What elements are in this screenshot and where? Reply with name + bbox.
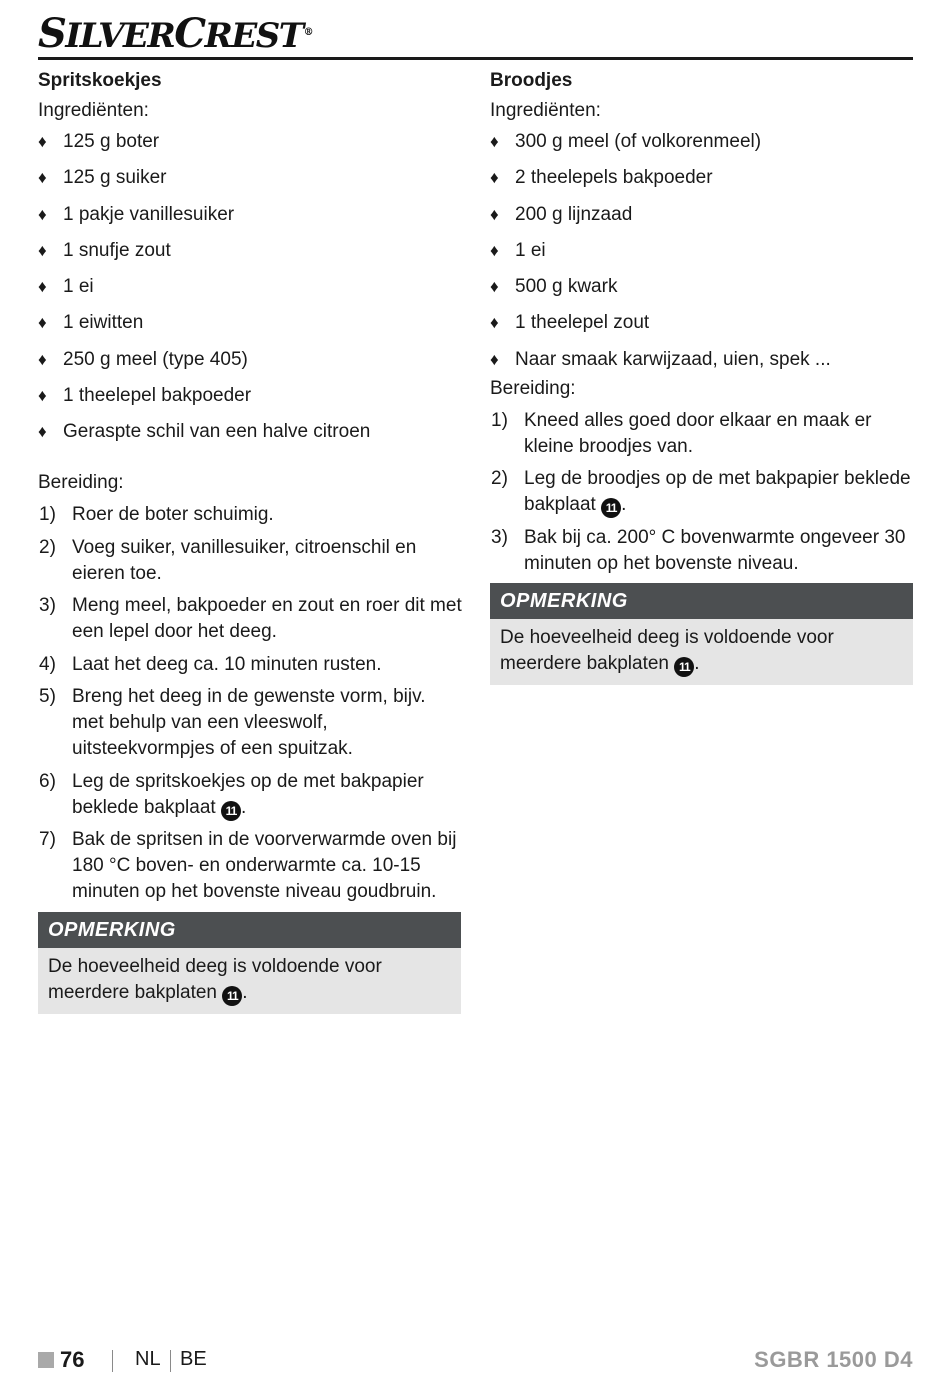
list-item: ♦ 500 g kwark (490, 276, 618, 298)
list-item: ♦ 1 pakje vanillesuiker (38, 203, 235, 225)
ingredients-label: Ingrediënten: (38, 100, 149, 121)
list-item: ♦ 1 ei (490, 239, 546, 261)
preparation-label: Bereiding: (38, 472, 124, 494)
page-number: 76 (60, 1347, 85, 1372)
square-marker-icon (38, 1352, 54, 1368)
diamond-bullet-icon: ♦ (490, 313, 499, 333)
diamond-bullet-icon: ♦ (38, 349, 47, 369)
part-number-11-icon: 11 (674, 657, 694, 677)
list-item: ♦ 1 theelepel zout (490, 312, 650, 334)
list-item: ♦ 1 eiwitten (38, 312, 144, 334)
list-item: ♦ 200 g lijnzaad (490, 203, 633, 225)
recipe-spritskoekjes (38, 66, 462, 1014)
divider (170, 1350, 171, 1372)
ingredients-label: Ingrediënten: (490, 100, 601, 121)
recipe-title: Spritskoekjes (38, 70, 162, 91)
list-item: ♦ 250 g meel (type 405) (38, 348, 248, 370)
step-item: 3) Meng meel, bakpoeder en zout en roer dit met een lepel door het deeg. (39, 595, 462, 643)
preparation-steps (490, 408, 914, 577)
diamond-bullet-icon: ♦ (490, 132, 499, 151)
list-item: ♦ 1 ei (38, 276, 94, 298)
divider (112, 1350, 113, 1372)
diamond-bullet-icon: ♦ (490, 277, 499, 297)
diamond-bullet-icon: ♦ (38, 277, 47, 297)
language-be: BE (180, 1348, 207, 1370)
list-item: ♦ Geraspte schil van een halve citroen (38, 421, 371, 443)
preparation-label: Bereiding: (490, 377, 576, 399)
list-item: ♦ 1 snufje zout (38, 239, 171, 261)
step-item: 7) Bak de spritsen in de voorverwarmde oven bij 180 °C boven- en onderwarmte ca. 10-15 minuten op het bovenste niveau goudbruin. (39, 829, 457, 903)
diamond-bullet-icon: ♦ (38, 313, 47, 333)
recipe-title: Broodjes (490, 70, 573, 91)
diamond-bullet-icon: ♦ (490, 168, 499, 188)
note-text: De hoeveelheid deeg is voldoende voor meerdere bakplaten 11 . (38, 948, 461, 1014)
note-box (490, 583, 913, 685)
part-number-11-icon: 11 (601, 498, 621, 518)
page-footer (38, 1346, 913, 1374)
diamond-bullet-icon: ♦ (38, 240, 47, 260)
part-number-11-icon: 11 (222, 986, 242, 1006)
step-item: 3) Bak bij ca. 200° C bovenwarmte ongeveer 30 minuten op het bovenste niveau. (491, 526, 906, 574)
list-item: ♦ 125 g boter (38, 131, 160, 152)
ingredients-list (490, 130, 914, 372)
ingredients-list (38, 130, 462, 444)
step-item: 2) Voeg suiker, vanillesuiker, citroenschil en eieren toe. (39, 536, 417, 584)
model-number: SGBR 1500 D4 (754, 1347, 913, 1372)
brand-logo: SILVERCREST® (38, 10, 313, 57)
note-heading: OPMERKING (490, 583, 913, 619)
list-item: ♦ 2 theelepels bakpoeder (490, 167, 713, 189)
language-nl: NL (135, 1348, 161, 1370)
list-item: ♦ 300 g meel (of volkorenmeel) (490, 131, 762, 152)
page-header (38, 8, 913, 60)
diamond-bullet-icon: ♦ (38, 386, 47, 406)
part-number-11-icon: 11 (221, 801, 241, 821)
note-text: De hoeveelheid deeg is voldoende voor meerdere bakplaten 11 . (490, 619, 913, 685)
step-item: 1) Roer de boter schuimig. (39, 504, 274, 526)
list-item: ♦ Naar smaak karwijzaad, uien, spek ... (490, 348, 831, 370)
diamond-bullet-icon: ♦ (38, 168, 47, 188)
diamond-bullet-icon: ♦ (490, 349, 499, 369)
list-item: ♦ 125 g suiker (38, 167, 167, 189)
diamond-bullet-icon: ♦ (490, 240, 499, 260)
diamond-bullet-icon: ♦ (38, 132, 47, 151)
step-item: 1) Kneed alles goed door elkaar en maak er kleine broodjes van. (491, 409, 872, 457)
step-item: 2) Leg de broodjes op de met bakpapier beklede bakplaat 11 . (490, 466, 914, 518)
note-box (38, 912, 461, 1014)
list-item: ♦ 1 theelepel bakpoeder (38, 385, 252, 407)
step-item: 6) Leg de spritskoekjes op de met bakpapier beklede bakplaat 11 . (38, 769, 462, 821)
diamond-bullet-icon: ♦ (38, 204, 47, 224)
preparation-steps (38, 502, 462, 905)
diamond-bullet-icon: ♦ (38, 422, 47, 442)
step-item: 5) Breng het deeg in de gewenste vorm, bijv. met behulp van een vleeswolf, uitsteekvormpjes of een spuitzak. (39, 686, 426, 760)
diamond-bullet-icon: ♦ (490, 204, 499, 224)
note-heading: OPMERKING (38, 912, 461, 948)
step-item: 4) Laat het deeg ca. 10 minuten rusten. (39, 653, 382, 675)
recipe-broodjes (490, 66, 914, 685)
